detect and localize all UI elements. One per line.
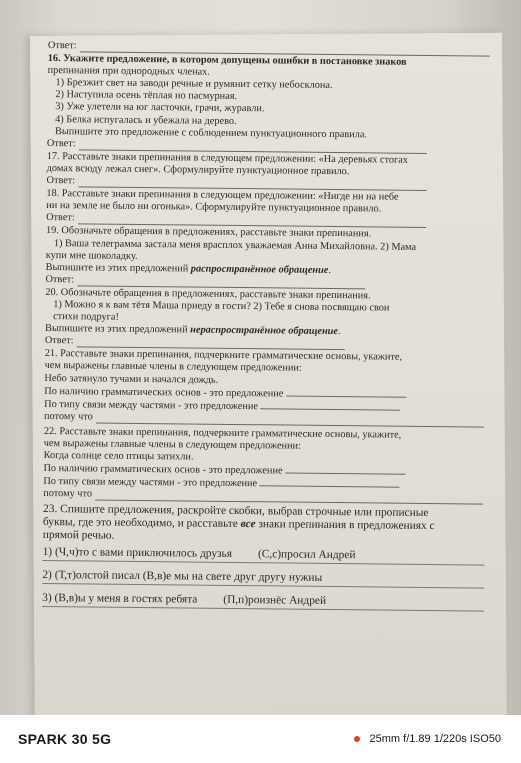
item-sentence: 2) (Т,т)олстой писал (В,в)е мы на свете друг другу нужны <box>42 569 323 585</box>
question-23-text-end: прямой речью. <box>42 529 115 543</box>
worksheet-content <box>42 40 490 617</box>
answer-field[interactable] <box>286 387 406 397</box>
question-16-item: 4) Белка испугалась и убежала на дерево. <box>55 113 237 127</box>
question-22 <box>43 426 486 505</box>
question-19-text-cont: купи мне шоколадку. <box>45 249 138 262</box>
answer-field[interactable] <box>95 491 483 505</box>
question-16 <box>47 53 490 154</box>
instruction-end: . <box>328 264 331 276</box>
because-label: потому что <box>44 410 93 423</box>
item-sentence: 3) (В,в)ы у меня в гостях ребята <box>42 592 198 607</box>
question-20-text-cont: стихи подруга! <box>53 311 119 323</box>
answer-label: Ответ: <box>46 175 76 187</box>
question-20 <box>45 287 488 352</box>
question-21-text: 21. Расставьте знаки препинания, подчеркните грамматические основы, укажите, <box>44 348 403 364</box>
prompt-emphasis: все <box>240 518 256 531</box>
item-author: (С,с)просил Андрей <box>257 548 356 562</box>
answer-field[interactable] <box>261 400 401 410</box>
question-23-item <box>43 546 485 566</box>
question-16-title-cont: препинания при однородных членах. <box>47 65 210 78</box>
question-22-text-cont: чем выражены главные члены в следующем предложении: <box>43 437 302 452</box>
question-21 <box>44 348 487 427</box>
answer-field[interactable] <box>285 465 405 475</box>
answer-label: Ответ: <box>45 273 75 286</box>
prompt-text: знаки препинания в предложениях с <box>255 518 435 533</box>
instruction-emphasis: нераспространённое обращение <box>190 324 339 338</box>
phone-brand: SPARK 30 5G <box>18 731 112 747</box>
question-16-item: 3) Уже улетели на юг ласточки, грачи, журавли. <box>55 101 265 115</box>
answer-label: Ответ: <box>47 40 77 52</box>
answer-field[interactable] <box>260 478 400 488</box>
question-16-instruction: Выпишите это предложение с соблюдением пунктуационного правила. <box>54 125 368 141</box>
camera-settings-text: 25mm f/1.89 1/220s ISO50 <box>369 733 501 745</box>
record-dot-icon <box>354 736 360 742</box>
question-16-item: 1) Брезжит свет на заводи речные и румянит сетку небосклона. <box>55 77 333 92</box>
question-22-sentence: Когда солнце село птицы затихли. <box>43 450 194 463</box>
question-23 <box>42 503 485 612</box>
question-18-text: 18. Расставьте знаки препинания в следующем предложении: «Нигде ни на небе <box>46 188 399 203</box>
question-20-text: 1) Можно я к вам тётя Маша приеду в гости? 2) Тебе я снова посвящаю свои <box>53 299 390 314</box>
answer-label: Ответ: <box>44 335 74 347</box>
question-18 <box>46 188 488 229</box>
instruction-emphasis: распространённое обращение <box>190 263 329 276</box>
item-author: (П,п)роизнёс Андрей <box>223 594 327 608</box>
instruction-text: Выпишите из этих предложений <box>44 323 191 336</box>
answer-label: Ответ: <box>46 137 76 150</box>
answer-field[interactable] <box>96 413 484 427</box>
item-sentence: 1) (Ч,ч)то с вами приключилось друзья <box>42 546 233 561</box>
prompt-text: По типу связи между частями - это предложение <box>44 398 259 412</box>
question-17-text-cont: домах всюду лежал снег». Сформулируйте пунктуационное правило. <box>46 162 350 178</box>
question-18-text-cont: ни на земле не было ни огонька». Сформулируйте пунктуационное правило. <box>46 200 382 215</box>
question-19-text: 1) Ваша телеграмма застала меня врасплох уважаемая Анна Михайловна. 2) Мама <box>53 237 417 253</box>
question-21-text-cont: чем выражены главные члены в следующем предложении: <box>44 360 302 375</box>
prompt-text: По типу связи между частями - это предложение <box>43 476 258 490</box>
question-16-title: 16. Укажите предложение, в котором допущены ошибки в постановке знаков <box>47 53 407 68</box>
question-23-item <box>42 569 484 589</box>
prompt-text: буквы, где это необходимо, и расставьте <box>42 516 241 531</box>
question-17 <box>46 151 488 192</box>
question-20-title: 20. Обозначьте обращения в предложениях, расставьте знаки препинания. <box>45 286 371 302</box>
camera-watermark-bar <box>0 715 521 763</box>
instruction-end: . <box>337 326 341 338</box>
question-23-text: 23. Спишите предложения, раскройте скобки, выбрав строчные или прописные <box>43 503 429 520</box>
prompt-text: По наличию грамматических основ - это предложение <box>44 385 284 400</box>
prompt-text: По наличию грамматических основ - это предложение <box>43 463 283 477</box>
question-23-item <box>42 592 484 612</box>
answer-label: Ответ: <box>46 212 75 224</box>
question-16-item: 2) Наступила осень тёплая но пасмурная. <box>55 89 238 103</box>
instruction-text: Выпишите из этих предложений <box>45 261 191 275</box>
question-21-sentence: Небо затянуло тучами и начался дождь. <box>44 372 219 386</box>
camera-settings <box>354 733 501 745</box>
question-19-title: 19. Обозначьте обращения в предложениях, расставьте знаки препинания. <box>45 225 372 240</box>
question-22-text: 22. Расставьте знаки препинания, подчеркните грамматические основы, укажите, <box>43 425 402 441</box>
because-label: потому что <box>43 488 93 500</box>
question-17-text: 17. Расставьте знаки препинания в следующем предложении: «На деревьях стогах <box>46 150 409 166</box>
question-19 <box>45 225 488 290</box>
